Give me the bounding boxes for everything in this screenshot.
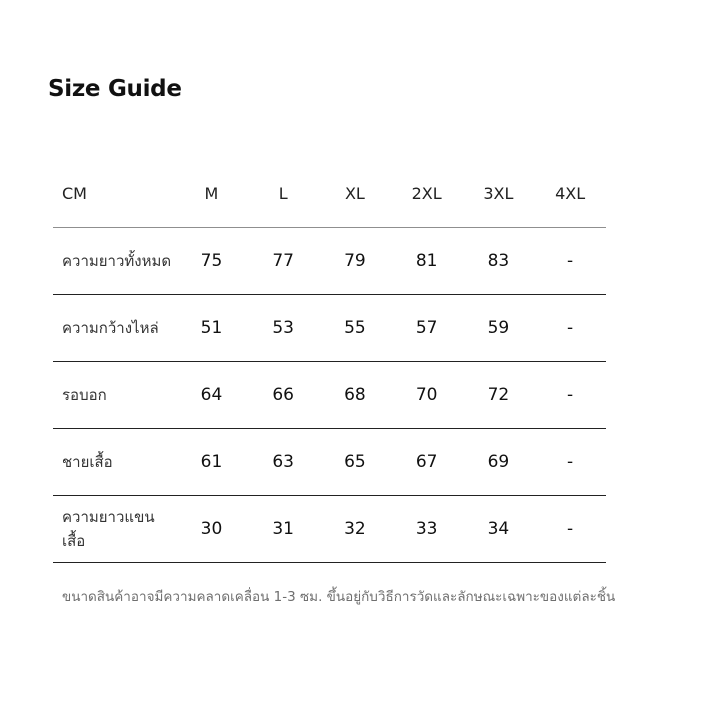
- table-row: [53, 228, 606, 295]
- table-cell: 59: [487, 318, 510, 338]
- table-cell: -: [567, 519, 574, 539]
- table-cell: 83: [487, 251, 510, 271]
- table-cell: -: [567, 251, 574, 271]
- measurement-note: ขนาดสินค้าอาจมีความคลาดเคลื่อน 1-3 ซม. ขึ้นอยู่กับวิธีการวัดและลักษณะเฉพาะของแต่ละชิ้น: [62, 589, 616, 605]
- table-cell: -: [567, 452, 574, 472]
- table-cell: -: [567, 385, 574, 405]
- table-cell: 31: [272, 519, 294, 539]
- table-cell: 65: [344, 452, 366, 472]
- table-cell: 57: [415, 318, 438, 338]
- table-cell: 68: [344, 385, 366, 405]
- size-header-4xl: 4XL: [555, 184, 586, 203]
- table-row: [53, 429, 606, 496]
- table-cell: 72: [487, 385, 510, 405]
- row-label: ความกว้างไหล่: [62, 319, 159, 337]
- table-cell: 53: [272, 318, 294, 338]
- table-cell: 67: [415, 452, 438, 472]
- size-header-2xl: 2XL: [411, 184, 442, 203]
- table-cell: 61: [200, 452, 223, 472]
- unit-header: CM: [62, 184, 87, 203]
- table-cell: 79: [344, 251, 366, 271]
- table-cell: 63: [272, 452, 294, 472]
- size-table: [53, 160, 606, 563]
- size-header-xl: XL: [344, 184, 365, 203]
- table-cell: 81: [415, 251, 438, 271]
- table-cell: 51: [200, 318, 223, 338]
- row-label: ความยาวแขนเสื้อ: [62, 508, 155, 550]
- table-cell: 69: [487, 452, 510, 472]
- table-cell: 66: [272, 385, 294, 405]
- row-label: รอบอก: [62, 386, 107, 404]
- table-cell: 55: [344, 318, 366, 338]
- table-row: [53, 496, 606, 563]
- table-cell: 64: [200, 385, 223, 405]
- table-cell: 70: [415, 385, 438, 405]
- table-cell: 32: [344, 519, 366, 539]
- table-row: [53, 295, 606, 362]
- page-title: Size Guide: [48, 76, 182, 102]
- table-cell: 77: [272, 251, 294, 271]
- table-cell: 34: [487, 519, 510, 539]
- row-label: ความยาวทั้งหมด: [62, 252, 172, 270]
- table-header-row: [53, 160, 606, 228]
- row-label: ชายเสื้อ: [62, 453, 113, 471]
- size-header-m: M: [204, 184, 219, 203]
- size-header-l: L: [278, 184, 288, 203]
- table-row: [53, 362, 606, 429]
- size-header-3xl: 3XL: [483, 184, 514, 203]
- table-cell: -: [567, 318, 574, 338]
- table-cell: 33: [415, 519, 438, 539]
- table-cell: 30: [200, 519, 223, 539]
- table-cell: 75: [200, 251, 223, 271]
